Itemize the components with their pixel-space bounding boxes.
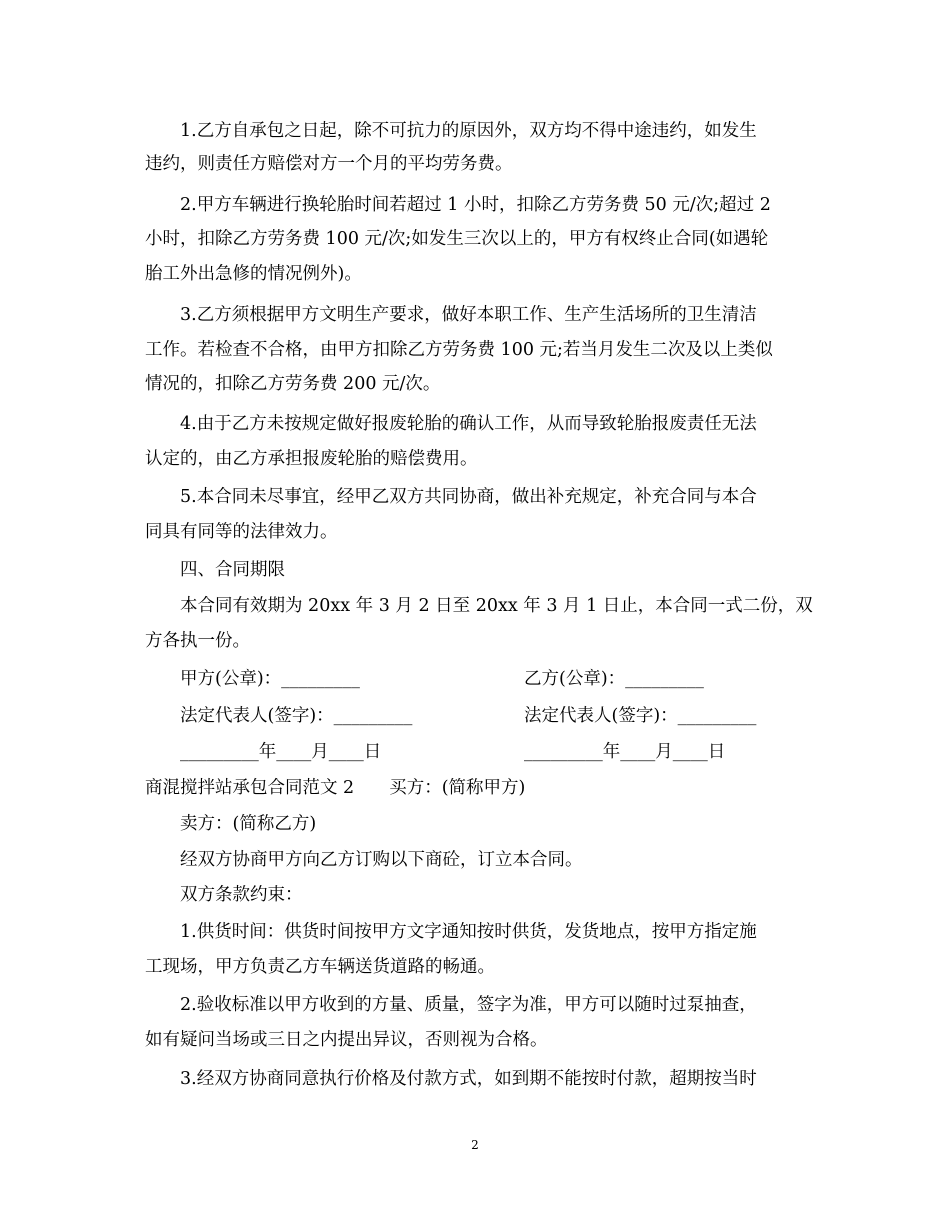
term-3-line-1: 3.经双方协商同意执行价格及付款方式，如到期不能按时付款，超期按当时	[180, 1069, 757, 1089]
party-a-date: _________年____月____日	[180, 742, 382, 762]
contract-term-line-2: 方各执一份。	[145, 631, 250, 651]
page-number: 2	[471, 1138, 479, 1152]
paragraph-1-line-1: 1.乙方自承包之日起，除不可抗力的原因外，双方均不得中途违约，如发生	[180, 121, 757, 141]
paragraph-2-line-3: 胎工外出急修的情况例外)。	[145, 264, 362, 284]
paragraph-3-line-1: 3.乙方须根据甲方文明生产要求，做好本职工作、生产生活场所的卫生清洁	[180, 305, 757, 325]
paragraph-3-line-3: 情况的，扣除乙方劳务费 200 元/次。	[145, 374, 441, 394]
terms-heading: 双方条款约束：	[180, 885, 303, 905]
party-a-representative: 法定代表人(签字)：_________	[180, 706, 413, 726]
term-2-line-1: 2.验收标准以甲方收到的方量、质量，签字为准，甲方可以随时过泵抽查，	[180, 995, 757, 1015]
paragraph-1-line-2: 违约，则责任方赔偿对方一个月的平均劳务费。	[145, 154, 513, 174]
party-b-seal: 乙方(公章)：_________	[524, 669, 704, 689]
seller-line: 卖方：(简称乙方)	[180, 814, 317, 834]
paragraph-2-line-2: 小时，扣除乙方劳务费 100 元/次;如发生三次以上的，甲方有权终止合同(如遇轮	[145, 229, 769, 249]
paragraph-5-line-2: 同具有同等的法律效力。	[145, 522, 338, 542]
section-heading-contract-term: 四、合同期限	[180, 560, 285, 580]
party-b-date: _________年____月____日	[524, 742, 726, 762]
sample-2-title-line: 商混搅拌站承包合同范文 2 买方：(简称甲方)	[145, 778, 526, 798]
paragraph-4-line-2: 认定的，由乙方承担报废轮胎的赔偿费用。	[145, 449, 478, 469]
party-a-seal: 甲方(公章)：_________	[180, 669, 360, 689]
contract-term-line-1: 本合同有效期为 20xx 年 3 月 2 日至 20xx 年 3 月 1 日止，本合同一式二份，双	[180, 596, 813, 616]
paragraph-2-line-1: 2.甲方车辆进行换轮胎时间若超过 1 小时，扣除乙方劳务费 50 元/次;超过 2	[180, 195, 771, 215]
term-1-line-1: 1.供货时间：供货时间按甲方文字通知按时供货，发货地点，按甲方指定施	[180, 922, 757, 942]
paragraph-3-line-2: 工作。若检查不合格，由甲方扣除乙方劳务费 100 元;若当月发生二次及以上类似	[145, 340, 773, 360]
term-1-line-2: 工现场，甲方负责乙方车辆送货道路的畅通。	[145, 957, 495, 977]
party-b-representative: 法定代表人(签字)：_________	[524, 706, 757, 726]
paragraph-5-line-1: 5.本合同未尽事宜，经甲乙双方共同协商，做出补充规定，补充合同与本合	[180, 487, 757, 507]
intro-line: 经双方协商甲方向乙方订购以下商砼，订立本合同。	[180, 850, 583, 870]
term-2-line-2: 如有疑问当场或三日之内提出异议，否则视为合格。	[145, 1030, 548, 1050]
paragraph-4-line-1: 4.由于乙方未按规定做好报废轮胎的确认工作，从而导致轮胎报废责任无法	[180, 414, 757, 434]
